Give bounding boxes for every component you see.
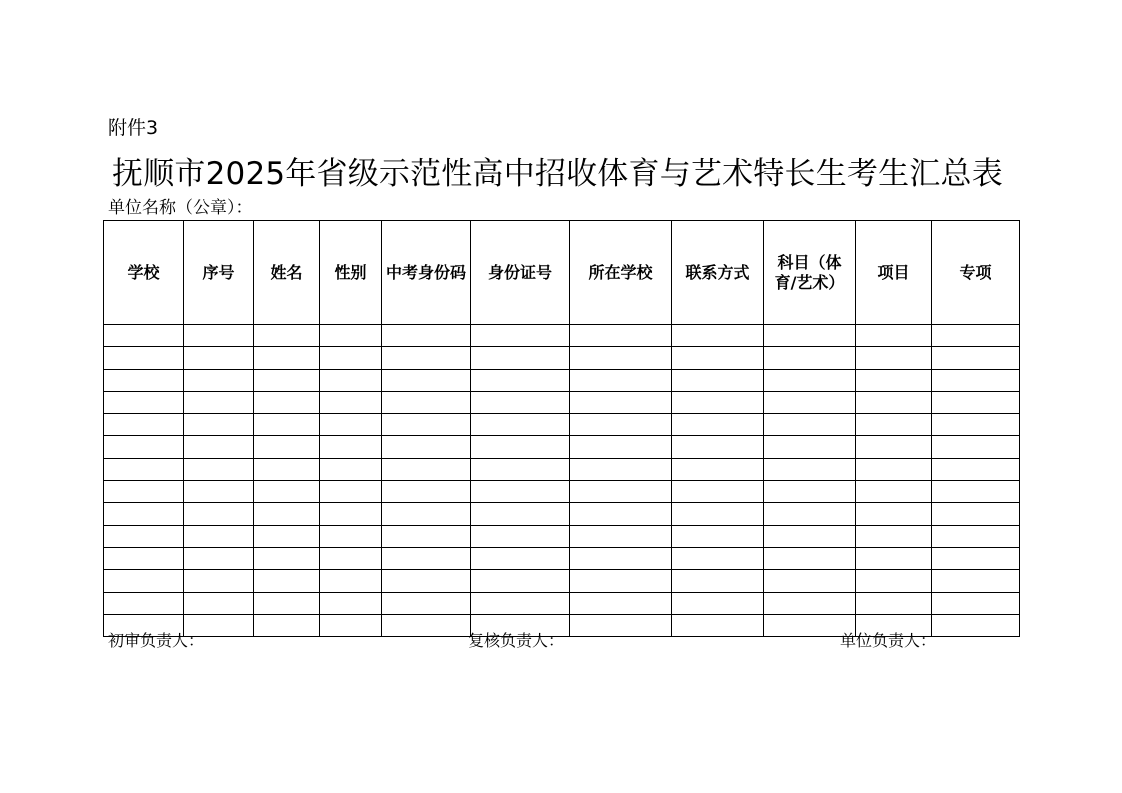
table-cell[interactable] <box>254 570 320 592</box>
table-cell[interactable] <box>104 547 184 569</box>
table-cell[interactable] <box>856 325 932 347</box>
table-cell[interactable] <box>320 570 382 592</box>
table-cell[interactable] <box>254 547 320 569</box>
initial-review-signature-label: 初审负责人： <box>108 631 205 650</box>
table-cell[interactable] <box>320 592 382 614</box>
table-cell[interactable] <box>184 547 254 569</box>
table-cell[interactable] <box>184 525 254 547</box>
table-header-row <box>104 221 1020 325</box>
table-cell[interactable] <box>471 391 570 413</box>
table-cell[interactable] <box>320 547 382 569</box>
table-cell[interactable] <box>570 481 672 503</box>
table-cell[interactable] <box>471 347 570 369</box>
table-cell[interactable] <box>104 525 184 547</box>
table-cell[interactable] <box>382 525 471 547</box>
unit-head-signature-label: 单位负责人： <box>840 631 937 650</box>
table-row <box>104 547 1020 569</box>
recheck-signature-label: 复核负责人： <box>468 631 565 650</box>
table-cell[interactable] <box>764 525 856 547</box>
table-cell[interactable] <box>932 503 1020 525</box>
table-cell[interactable] <box>254 481 320 503</box>
column-header-item: 项目 <box>856 221 932 325</box>
table-cell[interactable] <box>570 436 672 458</box>
table-cell[interactable] <box>932 525 1020 547</box>
table-cell[interactable] <box>764 414 856 436</box>
table-cell[interactable] <box>856 391 932 413</box>
table-cell[interactable] <box>471 458 570 480</box>
table-cell[interactable] <box>104 391 184 413</box>
column-header-exam-id: 中考身份码 <box>382 221 471 325</box>
table-cell[interactable] <box>471 525 570 547</box>
table-cell[interactable] <box>382 414 471 436</box>
table-cell[interactable] <box>856 592 932 614</box>
table-cell[interactable] <box>672 614 764 636</box>
table-cell[interactable] <box>254 391 320 413</box>
attachment-label: 附件3 <box>108 117 159 139</box>
table-cell[interactable] <box>570 347 672 369</box>
table-cell[interactable] <box>184 369 254 391</box>
table-cell[interactable] <box>570 391 672 413</box>
table-cell[interactable] <box>932 325 1020 347</box>
table-cell[interactable] <box>320 414 382 436</box>
unit-name-label: 单位名称（公章）： <box>108 198 253 218</box>
table-cell[interactable] <box>382 570 471 592</box>
table-cell[interactable] <box>932 414 1020 436</box>
table-cell[interactable] <box>672 547 764 569</box>
table-cell[interactable] <box>184 481 254 503</box>
table-cell[interactable] <box>570 414 672 436</box>
table-body <box>104 325 1020 637</box>
table-cell[interactable] <box>570 592 672 614</box>
table-cell[interactable] <box>104 369 184 391</box>
table-cell[interactable] <box>382 481 471 503</box>
table-cell[interactable] <box>856 503 932 525</box>
column-header-subject: 科目（体育/艺术） <box>764 221 856 325</box>
table-cell[interactable] <box>254 436 320 458</box>
table-cell[interactable] <box>672 347 764 369</box>
table-cell[interactable] <box>184 570 254 592</box>
table-cell[interactable] <box>320 369 382 391</box>
table-cell[interactable] <box>382 503 471 525</box>
table-cell[interactable] <box>382 458 471 480</box>
table-cell[interactable] <box>672 369 764 391</box>
table-cell[interactable] <box>764 391 856 413</box>
table-cell[interactable] <box>764 503 856 525</box>
table-cell[interactable] <box>471 570 570 592</box>
table-cell[interactable] <box>932 481 1020 503</box>
table-cell[interactable] <box>570 614 672 636</box>
table-cell[interactable] <box>254 347 320 369</box>
column-header-contact: 联系方式 <box>672 221 764 325</box>
table-cell[interactable] <box>672 391 764 413</box>
table-cell[interactable] <box>320 458 382 480</box>
table-cell[interactable] <box>184 503 254 525</box>
column-header-name: 姓名 <box>254 221 320 325</box>
table-cell[interactable] <box>382 436 471 458</box>
table-cell[interactable] <box>471 436 570 458</box>
table-cell[interactable] <box>104 325 184 347</box>
table-row <box>104 458 1020 480</box>
table-cell[interactable] <box>856 525 932 547</box>
table-cell[interactable] <box>856 347 932 369</box>
table-cell[interactable] <box>672 525 764 547</box>
table-cell[interactable] <box>932 570 1020 592</box>
table-cell[interactable] <box>672 570 764 592</box>
table-cell[interactable] <box>382 547 471 569</box>
table-cell[interactable] <box>320 481 382 503</box>
table-cell[interactable] <box>254 458 320 480</box>
table-cell[interactable] <box>471 369 570 391</box>
table-cell[interactable] <box>932 436 1020 458</box>
column-header-current-school: 所在学校 <box>570 221 672 325</box>
table-cell[interactable] <box>932 614 1020 636</box>
column-header-id-number: 身份证号 <box>471 221 570 325</box>
table-cell[interactable] <box>471 547 570 569</box>
table-cell[interactable] <box>184 347 254 369</box>
table-row <box>104 414 1020 436</box>
table-cell[interactable] <box>932 458 1020 480</box>
table-cell[interactable] <box>104 503 184 525</box>
table-cell[interactable] <box>764 436 856 458</box>
table-cell[interactable] <box>570 369 672 391</box>
table-cell[interactable] <box>932 592 1020 614</box>
table-cell[interactable] <box>856 436 932 458</box>
table-row <box>104 325 1020 347</box>
table-cell[interactable] <box>320 503 382 525</box>
table-cell[interactable] <box>184 391 254 413</box>
table-cell[interactable] <box>254 369 320 391</box>
table-cell[interactable] <box>254 325 320 347</box>
table-cell[interactable] <box>471 592 570 614</box>
table-cell[interactable] <box>382 592 471 614</box>
table-cell[interactable] <box>471 414 570 436</box>
column-header-gender: 性别 <box>320 221 382 325</box>
table-cell[interactable] <box>764 347 856 369</box>
table-cell[interactable] <box>320 436 382 458</box>
table-cell[interactable] <box>184 436 254 458</box>
table-cell[interactable] <box>320 614 382 636</box>
table-cell[interactable] <box>672 414 764 436</box>
table-cell[interactable] <box>471 503 570 525</box>
table-cell[interactable] <box>856 481 932 503</box>
table-row <box>104 481 1020 503</box>
table-cell[interactable] <box>382 325 471 347</box>
table-cell[interactable] <box>471 481 570 503</box>
table-cell[interactable] <box>764 481 856 503</box>
table-cell[interactable] <box>382 391 471 413</box>
table-cell[interactable] <box>570 525 672 547</box>
table-cell[interactable] <box>254 525 320 547</box>
table-cell[interactable] <box>104 592 184 614</box>
table-row <box>104 525 1020 547</box>
table-cell[interactable] <box>320 525 382 547</box>
table-cell[interactable] <box>104 414 184 436</box>
column-header-specialty: 专项 <box>932 221 1020 325</box>
table-cell[interactable] <box>764 570 856 592</box>
column-header-school: 学校 <box>104 221 184 325</box>
table-cell[interactable] <box>320 325 382 347</box>
table-cell[interactable] <box>672 481 764 503</box>
table-cell[interactable] <box>932 391 1020 413</box>
table-cell[interactable] <box>320 391 382 413</box>
table-cell[interactable] <box>382 369 471 391</box>
table-row <box>104 436 1020 458</box>
table-cell[interactable] <box>764 458 856 480</box>
table-cell[interactable] <box>104 458 184 480</box>
table-cell[interactable] <box>672 458 764 480</box>
table-row <box>104 347 1020 369</box>
table-cell[interactable] <box>672 325 764 347</box>
table-row <box>104 369 1020 391</box>
table-cell[interactable] <box>184 458 254 480</box>
table-cell[interactable] <box>184 325 254 347</box>
table-cell[interactable] <box>254 614 320 636</box>
table-cell[interactable] <box>570 570 672 592</box>
page-title: 抚顺市2025年省级示范性高中招收体育与艺术特长生考生汇总表 <box>112 156 1003 192</box>
table-cell[interactable] <box>184 592 254 614</box>
table-cell[interactable] <box>932 347 1020 369</box>
summary-table <box>103 220 1020 637</box>
table-cell[interactable] <box>254 592 320 614</box>
table-cell[interactable] <box>471 325 570 347</box>
table-cell[interactable] <box>672 436 764 458</box>
table-cell[interactable] <box>932 369 1020 391</box>
table-cell[interactable] <box>570 503 672 525</box>
table-row <box>104 503 1020 525</box>
table-cell[interactable] <box>104 436 184 458</box>
table-cell[interactable] <box>764 369 856 391</box>
table-row <box>104 592 1020 614</box>
table-cell[interactable] <box>382 614 471 636</box>
table-cell[interactable] <box>932 547 1020 569</box>
table-cell[interactable] <box>570 547 672 569</box>
table-cell[interactable] <box>570 458 672 480</box>
table-cell[interactable] <box>856 369 932 391</box>
table-cell[interactable] <box>764 592 856 614</box>
table-cell[interactable] <box>856 547 932 569</box>
table-cell[interactable] <box>104 481 184 503</box>
column-header-serial: 序号 <box>184 221 254 325</box>
table-cell[interactable] <box>764 547 856 569</box>
table-cell[interactable] <box>856 458 932 480</box>
table-row <box>104 570 1020 592</box>
table-cell[interactable] <box>570 325 672 347</box>
table-cell[interactable] <box>764 325 856 347</box>
table-row <box>104 391 1020 413</box>
table-cell[interactable] <box>382 347 471 369</box>
table-cell[interactable] <box>104 570 184 592</box>
table-cell[interactable] <box>320 347 382 369</box>
table-cell[interactable] <box>856 570 932 592</box>
table-cell[interactable] <box>672 592 764 614</box>
table-cell[interactable] <box>104 347 184 369</box>
table-cell[interactable] <box>184 414 254 436</box>
table-cell[interactable] <box>856 414 932 436</box>
table-cell[interactable] <box>254 414 320 436</box>
table-cell[interactable] <box>254 503 320 525</box>
table-cell[interactable] <box>672 503 764 525</box>
